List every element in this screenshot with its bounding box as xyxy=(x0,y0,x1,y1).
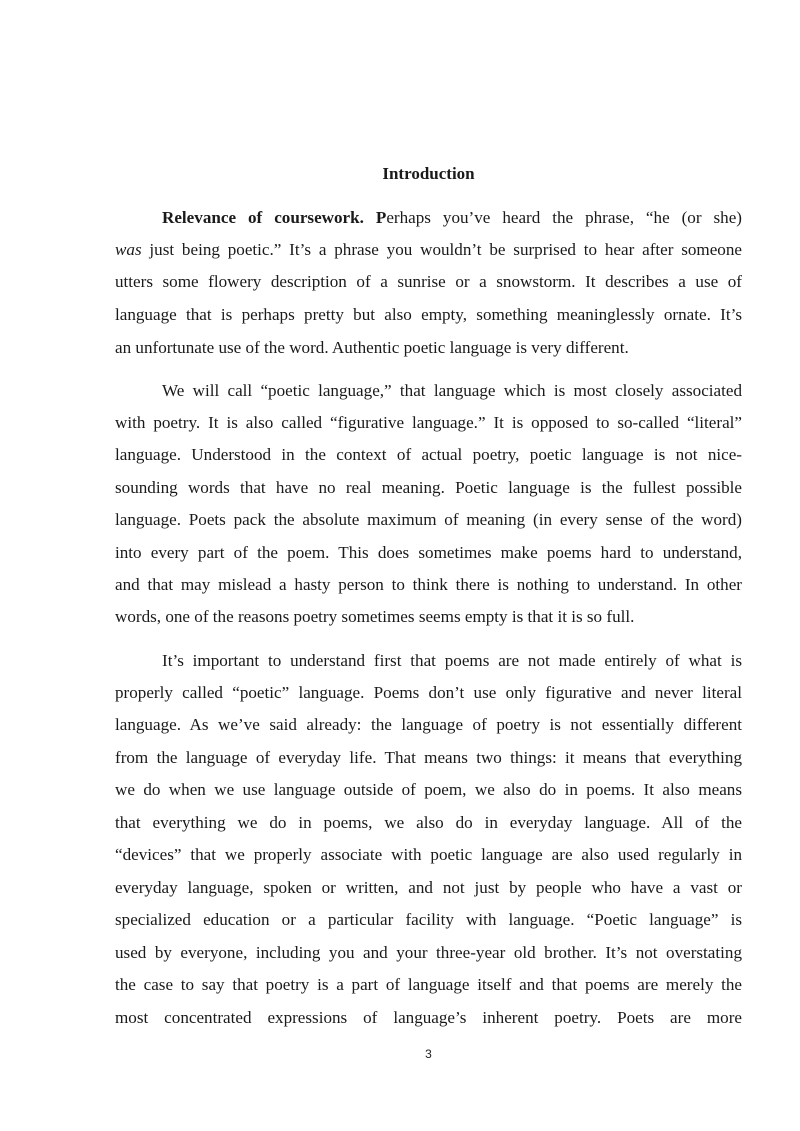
paragraph-3-line-3: language. As we’ve said already: the language of poetry is not essentially different xyxy=(115,715,742,734)
paragraph-1-line-1 xyxy=(162,206,742,230)
paragraph-1-line-2 xyxy=(115,238,742,262)
paragraph-3-line-9: specialized education or a particular facility with language. “Poetic language” is xyxy=(115,910,742,929)
paragraph-2-line-2: with poetry. It is also called “figurative language.” It is opposed to so-called “literal” xyxy=(115,413,742,432)
paragraph-3-line-12: most concentrated expressions of language’s inherent poetry. Poets are more xyxy=(115,1008,742,1027)
paragraph-3-line-1: It’s important to understand first that poems are not made entirely of what is xyxy=(162,651,742,670)
italic-word: was xyxy=(115,240,142,259)
paragraph-1-line-5: an unfortunate use of the word. Authentic poetic language is very different. xyxy=(115,338,629,357)
paragraph-3-line-11: the case to say that poetry is a part of language itself and that poems are merely the xyxy=(115,975,742,994)
paragraph-1-line-1-text: erhaps you’ve heard the phrase, “he (or she) xyxy=(386,208,742,227)
paragraph-2-line-8: words, one of the reasons poetry sometimes seems empty is that it is so full. xyxy=(115,607,635,626)
paragraph-2-line-1: We will call “poetic language,” that language which is most closely associated xyxy=(162,381,742,400)
paragraph-1-line-4: language that is perhaps pretty but also empty, something meaninglessly ornate. It’s xyxy=(115,305,742,324)
page-number: 3 xyxy=(425,1047,432,1061)
relevance-label: Relevance of coursework. P xyxy=(162,208,387,227)
paragraph-1-line-3: utters some flowery description of a sunrise or a snowstorm. It describes a use of xyxy=(115,272,742,291)
paragraph-3-line-10: used by everyone, including you and your three-year old brother. It’s not overstating xyxy=(115,943,742,962)
paragraph-3-line-8: everyday language, spoken or written, and not just by people who have a vast or xyxy=(115,878,742,897)
paragraph-2-line-4: sounding words that have no real meaning. Poetic language is the fullest possible xyxy=(115,478,742,497)
paragraph-3-line-5: we do when we use language outside of poem, we also do in poems. It also means xyxy=(115,780,742,799)
paragraph-3-line-4: from the language of everyday life. That means two things: it means that everything xyxy=(115,748,742,767)
paragraph-2-line-6: into every part of the poem. This does sometimes make poems hard to understand, xyxy=(115,543,742,562)
section-heading: Introduction xyxy=(382,164,475,183)
paragraph-3-line-2: properly called “poetic” language. Poems don’t use only figurative and never literal xyxy=(115,683,742,702)
paragraph-1-line-2-text: just being poetic.” It’s a phrase you wouldn’t be surprised to hear after someone xyxy=(141,240,742,259)
paragraph-2-line-5: language. Poets pack the absolute maximum of meaning (in every sense of the word) xyxy=(115,510,742,529)
paragraph-3-line-7: “devices” that we properly associate with poetic language are also used regularly in xyxy=(115,845,742,864)
paragraph-2-line-3: language. Understood in the context of actual poetry, poetic language is not nice- xyxy=(115,445,742,464)
paragraph-3-line-6: that everything we do in poems, we also do in everyday language. All of the xyxy=(115,813,742,832)
paragraph-2-line-7: and that may mislead a hasty person to think there is nothing to understand. In other xyxy=(115,575,742,594)
